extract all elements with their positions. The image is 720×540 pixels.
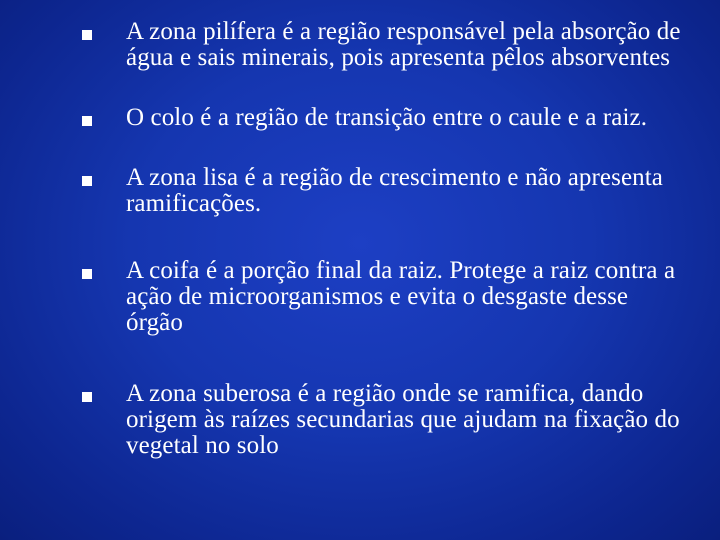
bullet-text: A zona pilífera é a região responsável pela absorção de água e sais minerais, pois apresenta pêlos absorventes <box>126 18 681 71</box>
bullet-text: O colo é a região de transição entre o caule e a raiz. <box>126 104 648 131</box>
bullet-text: A zona suberosa é a região onde se ramifica, dando origem às raízes secundarias que ajudam na fixação do vegetal no solo <box>126 380 680 459</box>
bullet-text: A zona lisa é a região de crescimento e não apresenta ramificações. <box>126 164 663 217</box>
bullet-text: A coifa é a porção final da raiz. Protege a raiz contra a ação de microorganismos e evita o desgaste desse órgão <box>126 257 676 336</box>
square-bullet-icon <box>82 269 92 279</box>
square-bullet-icon <box>82 392 92 402</box>
square-bullet-icon <box>82 30 92 40</box>
square-bullet-icon <box>82 176 92 186</box>
square-bullet-icon <box>82 116 92 126</box>
